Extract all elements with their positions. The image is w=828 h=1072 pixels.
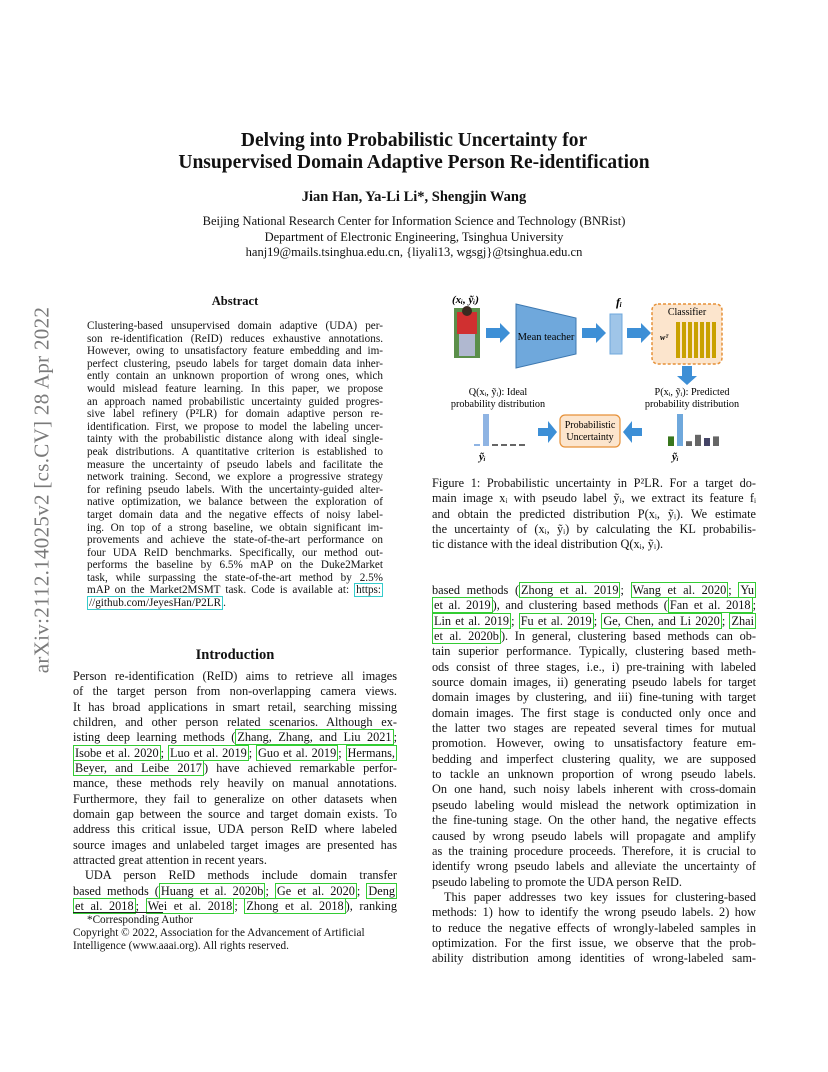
predicted-distribution-label-2: probability distribution <box>644 399 740 410</box>
text-line: Person re-identification (ReID) aims to retrieve all images <box>73 669 397 683</box>
text-line: UDA person ReID methods include domain transfer <box>85 868 397 883</box>
arxiv-stamp-text: arXiv:2112.14025v2 [cs.CV] 28 Apr 2022 <box>29 306 54 674</box>
citation-link[interactable]: Beyer, and Leibe 2017 <box>75 761 202 776</box>
text-segment: mAP on the Market2MSMT task. Code is available at: <box>87 584 350 597</box>
text-segment: . <box>223 597 226 610</box>
text-line: optimization. For the first issue, we observe that the prob- <box>432 935 756 950</box>
text-line: Lin et al. 2019 ; Fu et al. 2019 ; Ge, Chen, and Li 2020 ; Zhai <box>434 613 754 628</box>
text-line: tain superior performance. Typically, clustering based meth- <box>432 644 756 659</box>
text-segment: ), ranking <box>345 899 397 914</box>
ideal-distribution-label-2: probability distribution <box>450 399 546 410</box>
distribution-bar <box>483 414 489 446</box>
ideal-distribution-label: Q(xᵢ, ỹᵢ): Ideal <box>468 387 528 398</box>
corresponding-author-note: *Corresponding Author <box>87 914 193 926</box>
text-segment: ), and clustering based methods ( <box>492 598 668 613</box>
affiliation-emails: hanj19@mails.tsinghua.edu.cn, {liyali13, wgsgj}@tsinghua.edu.cn <box>245 245 583 259</box>
distribution-bar <box>668 436 674 446</box>
copyright-line-1: Copyright © 2022, Association for the Advancement of Artificial <box>73 927 365 939</box>
abstract-line: native optimization, we balance between the exploration of <box>87 496 383 509</box>
intro-paragraph-1 <box>73 669 397 915</box>
title-line-2: Unsupervised Domain Adaptive Person Re-identification <box>178 152 650 173</box>
footnote <box>73 914 403 953</box>
input-label: (xᵢ, ỹᵢ) <box>452 294 479 306</box>
mean-teacher-label: Mean teacher <box>517 332 575 343</box>
text-line: This paper addresses two key issues for clustering-based <box>444 889 756 904</box>
distribution-bar <box>474 444 480 446</box>
text-line: based methods ( Huang et al. 2020b ; Ge et al. 2020 ; Deng <box>73 883 395 898</box>
citation-link[interactable]: Zhang, Zhang, and Liu 2021 <box>237 730 392 745</box>
uncertainty-label-1: Probabilistic <box>564 420 616 431</box>
citation-link[interactable]: Wang et al. 2020 <box>632 583 727 597</box>
text-line: to reduce the negative effects of wrongly-labeled samples in <box>432 920 756 935</box>
text-segment: ). In general, clustering based methods can ob- <box>500 629 756 644</box>
text-line: pseudo labeling to promote the UDA person ReID. <box>432 874 682 889</box>
citation-link[interactable]: Wei et al. 2018 <box>147 899 233 914</box>
abstract-line: identification. First, we propose to model the labeling uncer- <box>87 420 383 433</box>
abstract-line: ently contain an unknown proportion of wrong ones, which <box>87 370 383 383</box>
arxiv-stamp <box>22 290 62 690</box>
text-line: the fine-tuning stage. On the other hand, the negative effects <box>432 813 756 828</box>
text-line: et al. 2018 ; Wei et al. 2018 ; Zhong et al. 2018 ), ranking <box>75 899 397 914</box>
intro-heading: Introduction <box>195 647 275 663</box>
distribution-bar <box>686 441 692 446</box>
classifier-label: Classifier <box>667 307 707 318</box>
citation-link[interactable]: Ge, Chen, and Li 2020 <box>603 613 720 628</box>
abstract-line: target domain data and the negative effects of noisy label- <box>87 508 383 521</box>
arrow-icon <box>582 323 606 343</box>
abstract-line: perfect clustering, pseudo labels for target domain data inher- <box>87 357 383 370</box>
text-line: domain gap between the source and target domain exists. To <box>73 807 397 822</box>
distribution-bar <box>713 436 719 446</box>
ideal-distribution-bars <box>474 414 525 446</box>
citation-link[interactable]: Zhai <box>731 613 754 628</box>
text-line: identify wrong pseudo labels and alleviate the uncertainty of <box>432 859 756 874</box>
text-line: mance, these methods rely heavily on manual annotations. <box>73 776 397 791</box>
text-line: It has broad applications in smart retail, searching missing <box>73 699 397 714</box>
caption-line: tic distance with the ideal distribution Q(xᵢ, ỹᵢ). <box>432 537 664 552</box>
weight-label: wᵀ <box>660 333 669 342</box>
paper-title <box>0 130 828 174</box>
weight-bar <box>688 322 692 358</box>
abstract-line: peak distributions. A quantitative criterion is established to <box>87 445 383 458</box>
citation-link[interactable]: Zhong et al. 2019 <box>521 583 619 597</box>
text-line: source images and unlabeled target images are presented has <box>73 837 397 852</box>
text-line: methods: 1) how to identify the wrong pseudo labels. 2) how <box>432 905 756 920</box>
text-segment: based methods ( <box>432 583 520 597</box>
text-line: address this critical issue, UDA person ReID where labeled <box>73 822 397 837</box>
abstract-line: for refining pseudo labels. With the uncertainty-guided alter- <box>87 483 383 496</box>
copyright-line-2: Intelligence (www.aaai.org). All rights reserved. <box>73 940 289 952</box>
caption-line: and obtain the predicted distribution P(xᵢ, ỹᵢ). We estimate <box>432 506 756 521</box>
text-line: ability distribution among identities of wrong-labeled sam- <box>432 951 756 966</box>
distribution-bar <box>519 444 525 446</box>
citation-link[interactable]: Deng <box>368 883 395 898</box>
authors: Jian Han, Ya-Li Li*, Shengjin Wang <box>301 189 527 205</box>
citation-link[interactable]: et al. 2019 <box>434 598 491 613</box>
abstract-line: provements and achieve the state-of-the-art performance on <box>87 534 383 547</box>
person-image <box>454 306 480 358</box>
figure-caption <box>432 476 756 552</box>
caption-line: the uncertainty of (xᵢ, ỹᵢ) by calculating the KL probabilis- <box>432 521 756 536</box>
citation-link[interactable]: Yu <box>740 583 754 597</box>
citation-link[interactable]: et al. 2018 <box>75 899 134 914</box>
distribution-bar <box>704 438 710 446</box>
caption-line: Figure 1: Probabilistic uncertainty in P²LR. For a target do- <box>432 476 756 490</box>
arrow-icon <box>538 421 557 443</box>
text-line: ods consist of three stages, i.e., i) pre-training with labeled <box>432 659 756 674</box>
text-line: domain images. The first stage is conducted only once and <box>432 705 756 720</box>
distribution-bar <box>501 444 507 446</box>
caption-line: main image xᵢ with pseudo label ỹᵢ, we extract its feature fᵢ <box>432 491 756 506</box>
abstract-line: performs the baseline by 6.5% mAP on the Duke2Market <box>87 559 383 572</box>
text-line: Isobe et al. 2020 ; Luo et al. 2019 ; Guo et al. 2019 ; Hermans, <box>75 745 395 760</box>
citation-link[interactable]: Huang et al. 2020b <box>160 883 264 898</box>
predicted-distribution-bars <box>668 414 719 446</box>
citation-link[interactable]: Isobe et al. 2020 <box>75 745 159 760</box>
feature-label: fᵢ <box>616 295 623 309</box>
title-line-1: Delving into Probabilistic Uncertainty for <box>240 130 588 151</box>
abstract-line: would mislead feature learning. In this paper, we propose <box>87 382 383 395</box>
y-label-right: ỹᵢ <box>672 451 679 463</box>
distribution-bar <box>510 444 516 446</box>
text-line: of the target person from non-overlapping camera views. <box>73 684 397 699</box>
text-line: as the training procedure proceeds. Therefore, it is crucial to <box>432 843 756 858</box>
text-segment: based methods ( <box>73 883 159 898</box>
abstract-line: Clustering-based unsupervised domain adaptive (UDA) per- <box>87 320 383 332</box>
y-label-left: ỹᵢ <box>479 451 486 463</box>
weight-bar <box>682 322 686 358</box>
figure-1 <box>430 288 760 463</box>
abstract-line: measure the uncertainty of pseudo labels and facilitate the <box>87 458 383 471</box>
abstract-line <box>87 597 383 610</box>
text-line: pseudo labeling would mislead the network optimization in <box>432 797 756 812</box>
citation-link[interactable]: Zhong et al. 2018 <box>246 899 344 914</box>
weight-bar <box>712 322 716 358</box>
arrow-icon <box>627 323 651 343</box>
distribution-bar <box>492 444 498 446</box>
distribution-bar <box>677 414 683 446</box>
citation-link[interactable]: Lin et al. 2019 <box>434 613 510 628</box>
citation-link[interactable]: Fu et al. 2019 <box>520 613 592 628</box>
abstract-line: However, owing to unsatisfactory feature embedding and im- <box>87 345 383 358</box>
text-line: On one hand, such noisy labels inherent with cross-domain <box>432 782 756 797</box>
weight-bar <box>706 322 710 358</box>
footnote-rule <box>73 912 163 913</box>
text-line <box>73 761 397 776</box>
abstract-line: four UDA ReID benchmarks. Specifically, our method out- <box>87 546 383 559</box>
abstract-line: ing. On top of a strong baseline, we obtain significant im- <box>87 521 383 534</box>
weight-bar <box>700 322 704 358</box>
text-line: children, and other person related scenarios. Although ex- <box>73 715 397 730</box>
text-line: isting deep learning methods ( Zhang, Zhang, and Liu 2021 ; <box>73 730 397 745</box>
abstract-line: son re-identification (ReID) reduces exhaustive annotations. <box>87 332 383 345</box>
text-line <box>432 629 756 644</box>
text-line: attracted great attention in recent years. <box>73 853 267 868</box>
citation-link[interactable]: Luo et al. 2019 <box>169 745 247 760</box>
right-column-body <box>432 583 756 967</box>
text-line: the latter two stages are repeated several times for mutual <box>432 721 756 736</box>
arrow-icon <box>486 323 510 343</box>
text-line: Furthermore, they fail to generalize on other datasets when <box>73 791 397 806</box>
abstract-line: sive label refinery (P²LR) for domain adaptive person re- <box>87 408 383 421</box>
affiliation-line-1: Beijing National Research Center for Information Science and Technology (BNRist) <box>202 214 626 228</box>
abstract-body <box>87 320 383 610</box>
citation-link[interactable]: Ge et al. 2020 <box>276 883 355 898</box>
text-line: source domain images, ii) generating pseudo labels for target <box>432 675 756 690</box>
citation-link[interactable]: Guo et al. 2019 <box>258 745 337 760</box>
text-segment: ) have achieved remarkable perfor- <box>203 761 397 776</box>
text-line: caused by wrong pseudo labels will propagate and amplify <box>432 828 756 843</box>
weight-bar <box>676 322 680 358</box>
citation-link[interactable]: Fan et al. 2018 <box>669 598 751 613</box>
text-line: promotion. However, owing to unsatisfactory feature em- <box>432 736 756 751</box>
text-line: bedding and imperfect clustering quality, we are supposed <box>432 751 756 766</box>
abstract-line: task, while surpassing the state-of-the-art method by 2.5% <box>87 571 383 584</box>
abstract-line: network training. Second, we explore a progressive strategy <box>87 471 383 484</box>
predicted-distribution-label: P(xᵢ, ỹᵢ): Predicted <box>654 387 730 398</box>
arrow-icon <box>677 366 697 385</box>
text-line: to tackle an unknown proportion of wrong pseudo labels. <box>432 767 756 782</box>
arrow-icon <box>623 421 642 443</box>
uncertainty-label-2: Uncertainty <box>566 432 614 443</box>
abstract-heading: Abstract <box>211 294 259 308</box>
affiliation <box>0 214 828 261</box>
weight-bar <box>694 322 698 358</box>
abstract-line: an approach named probabilistic uncertainty guided progres- <box>87 395 383 408</box>
code-link[interactable]: //github.com/JeyesHan/P2LR <box>89 597 222 610</box>
text-line: domain images by clustering, and iii) fine-tuning with target <box>432 690 756 705</box>
distribution-bar <box>695 435 701 446</box>
feature-vector <box>610 314 622 354</box>
abstract-line: tainty with the probabilistic distance along with ideal single- <box>87 433 383 446</box>
code-link[interactable]: https: <box>356 584 382 597</box>
citation-link[interactable]: et al. 2020b <box>434 629 499 644</box>
text-line: based methods ( Zhong et al. 2019 ; Wang et al. 2020 ; Yu <box>432 583 754 597</box>
text-segment: isting deep learning methods ( <box>73 730 236 745</box>
text-line: et al. 2019 ), and clustering based methods ( Fan et al. 2018 ; <box>434 598 756 613</box>
citation-link[interactable]: Hermans, <box>347 745 395 760</box>
classifier-weights <box>676 322 716 358</box>
affiliation-line-2: Department of Electronic Engineering, Tsinghua University <box>264 229 564 244</box>
